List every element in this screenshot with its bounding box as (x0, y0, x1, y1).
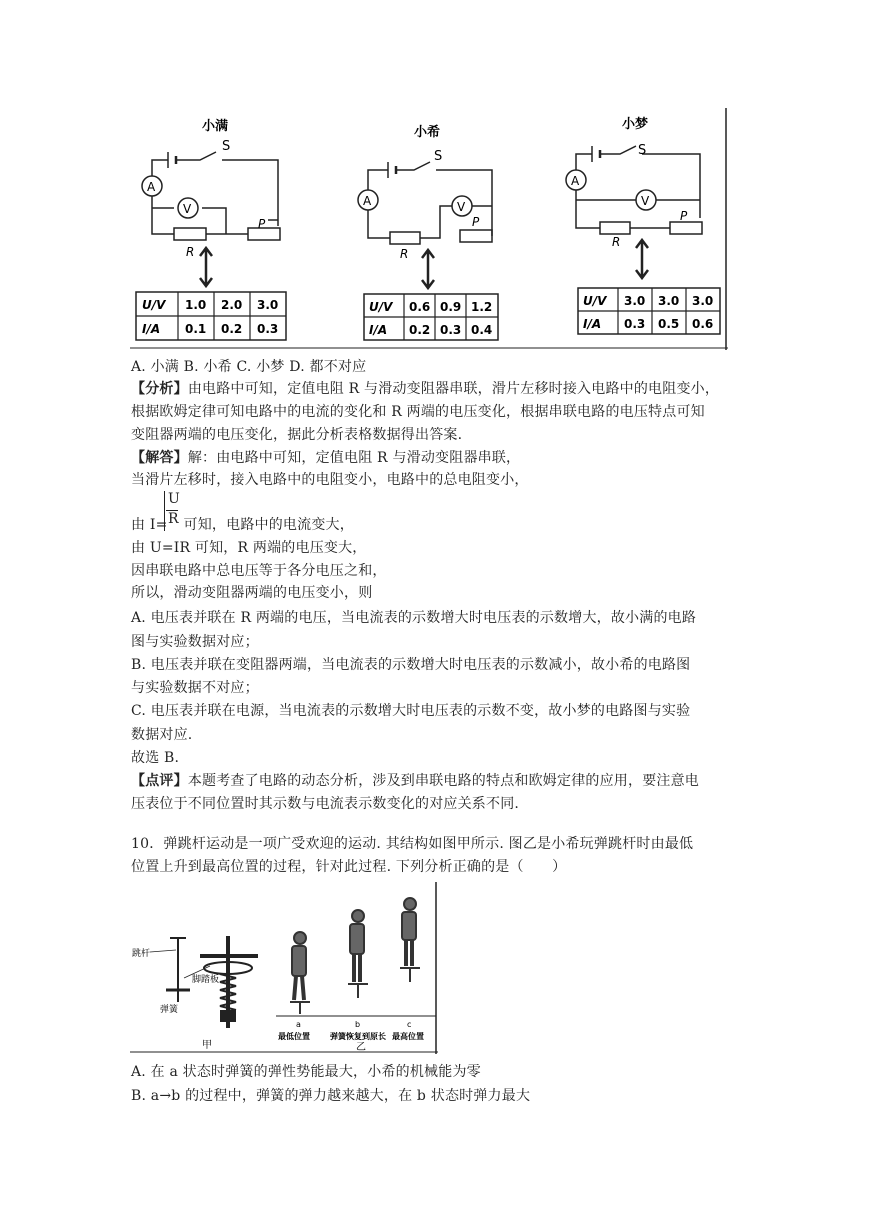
analysis-text: 由电路中可知，定值电阻 R 与滑动变阻器串联，滑片左移时接入电路中的电阻变小， (187, 381, 720, 397)
options-line: A. 小满 B. 小希 C. 小梦 D. 都不对应 (131, 359, 367, 375)
svg-text:跳杆: 跳杆 (132, 949, 151, 959)
fraction-u-over-r: U R (166, 491, 180, 531)
svg-text:R: R (186, 245, 195, 259)
analysis-tag: 【分析】 (131, 381, 188, 397)
svg-text:弹簧恢复到原长: 弹簧恢复到原长 (330, 1032, 386, 1041)
circuit-figure (130, 108, 728, 350)
svg-text:A: A (571, 174, 580, 188)
svg-text:2.0: 2.0 (221, 298, 243, 312)
svg-text:A: A (363, 194, 372, 208)
choose-line: 故选 B. (131, 750, 180, 766)
question-10-option-b: B. a→b 的过程中，弹簧的弹力越来越大，在 b 状态时弹力最大 (131, 1088, 531, 1104)
answer-tag: 【解答】 (131, 450, 188, 466)
analysis-line-3: 变阻器两端的电压变化，据此分析表格数据得出答案. (131, 427, 463, 443)
svg-text:U/V: U/V (142, 298, 166, 312)
svg-text:0.2: 0.2 (409, 323, 431, 337)
pogo-structure-diagram (132, 936, 258, 1051)
svg-text:0.3: 0.3 (257, 322, 279, 336)
svg-text:0.3: 0.3 (624, 317, 646, 331)
analysis-line-2: 根据欧姆定律可知电路中的电流的变化和 R 两端的电压变化，根据串联电路的电压特点可知 (131, 404, 705, 420)
svg-text:V: V (457, 200, 466, 214)
option-a-line-1: A. 电压表并联在 R 两端的电压，当电流表的示数增大时电压表的示数增大，故小满的电路 (131, 610, 697, 626)
svg-text:0.9: 0.9 (440, 300, 462, 314)
svg-text:A: A (147, 180, 156, 194)
svg-text:V: V (183, 202, 192, 216)
svg-text:乙: 乙 (356, 1042, 366, 1053)
circuit-xiaoman (142, 118, 280, 286)
question-10-option-a: A. 在 a 状态时弹簧的弹性势能最大，小希的机械能为零 (131, 1064, 481, 1080)
svg-text:小梦: 小梦 (622, 117, 649, 132)
comment-line-1 (131, 770, 699, 792)
answer-line-6: 所以，滑动变阻器两端的电压变小，则 (131, 585, 373, 601)
svg-text:I/A: I/A (369, 323, 388, 337)
svg-text:1.0: 1.0 (185, 298, 207, 312)
answer-line-2: 当滑片左移时，接入电路中的电阻变小，电路中的总电阻变小， (131, 472, 529, 488)
svg-text:3.0: 3.0 (658, 294, 680, 308)
data-table-xiaoman (136, 292, 286, 340)
svg-text:c: c (407, 1020, 412, 1029)
option-b-line-2: 与实验数据不对应； (131, 680, 259, 696)
circuit-xiaomeng (566, 116, 702, 278)
option-c-line-2: 数据对应. (131, 727, 193, 743)
svg-text:0.1: 0.1 (185, 322, 207, 336)
answer-text: 解：由电路中可知，定值电阻 R 与滑动变阻器串联， (187, 450, 521, 466)
comment-line-2: 压表位于不同位置时其示数与电流表示数变化的对应关系不同. (131, 796, 520, 812)
svg-text:U/V: U/V (583, 294, 607, 308)
circuit-xiaoxi (358, 124, 492, 288)
svg-text:S: S (434, 149, 443, 164)
svg-text:3.0: 3.0 (692, 294, 714, 308)
data-table-xiaoxi (364, 294, 498, 340)
answer-line-5: 因串联电路中总电压等于各分电压之和， (131, 563, 387, 579)
comment-tag: 【点评】 (131, 773, 188, 789)
svg-text:S: S (638, 143, 647, 158)
pogo-stick-figure (130, 882, 438, 1054)
svg-text:a: a (296, 1020, 301, 1029)
comment-text: 本题考查了电路的动态分析，涉及到串联电路的特点和欧姆定律的应用，要注意电 (187, 773, 700, 789)
svg-text:甲: 甲 (202, 1040, 212, 1051)
svg-text:0.3: 0.3 (440, 323, 462, 337)
svg-text:I/A: I/A (583, 317, 602, 331)
answer-line-1 (131, 447, 520, 469)
svg-text:R: R (400, 247, 409, 261)
answer-line-4: 由 U=IR 可知，R 两端的电压变大， (131, 540, 367, 556)
svg-text:1.2: 1.2 (471, 300, 493, 314)
svg-text:P: P (680, 209, 688, 223)
svg-text:V: V (641, 194, 650, 208)
svg-text:0.4: 0.4 (471, 323, 493, 337)
data-table-xiaomeng (578, 288, 720, 334)
svg-text:0.6: 0.6 (692, 317, 714, 331)
svg-text:脚踏板: 脚踏板 (192, 975, 220, 985)
circuit-name: 小满 (202, 119, 229, 134)
svg-text:S: S (222, 139, 231, 154)
svg-text:R: R (612, 235, 621, 249)
question-10-line-2: 位置上升到最高位置的过程，针对此过程. 下列分析正确的是（ ） (131, 859, 567, 875)
svg-text:0.6: 0.6 (409, 300, 431, 314)
svg-text:3.0: 3.0 (257, 298, 279, 312)
svg-text:U/V: U/V (369, 300, 393, 314)
question-10-line-1: 10．弹跳杆运动是一项广受欢迎的运动. 其结构如图甲所示. 图乙是小希玩弹跳杆时由最低 (131, 836, 694, 852)
svg-text:小希: 小希 (414, 125, 441, 140)
svg-text:P: P (258, 217, 266, 231)
svg-text:0.5: 0.5 (658, 317, 680, 331)
svg-text:最高位置: 最高位置 (392, 1032, 424, 1041)
option-a-line-2: 图与实验数据对应； (131, 634, 259, 650)
svg-text:最低位置: 最低位置 (278, 1032, 310, 1041)
option-c-line-1: C. 电压表并联在电源，当电流表的示数增大时电压表的示数不变，故小梦的电路图与实验 (131, 703, 691, 719)
svg-text:P: P (472, 215, 480, 229)
svg-text:I/A: I/A (142, 322, 161, 336)
svg-text:b: b (355, 1020, 361, 1029)
answer-line-3: 由 I= 可知，电路中的电流变大， (131, 517, 354, 533)
pogo-motion-sequence (276, 898, 436, 1053)
svg-text:3.0: 3.0 (624, 294, 646, 308)
analysis-line-1 (131, 378, 719, 400)
svg-text:0.2: 0.2 (221, 322, 243, 336)
svg-text:弹簧: 弹簧 (160, 1005, 179, 1015)
option-b-line-1: B. 电压表并联在变阻器两端，当电流表的示数增大时电压表的示数减小，故小希的电路图 (131, 657, 691, 673)
